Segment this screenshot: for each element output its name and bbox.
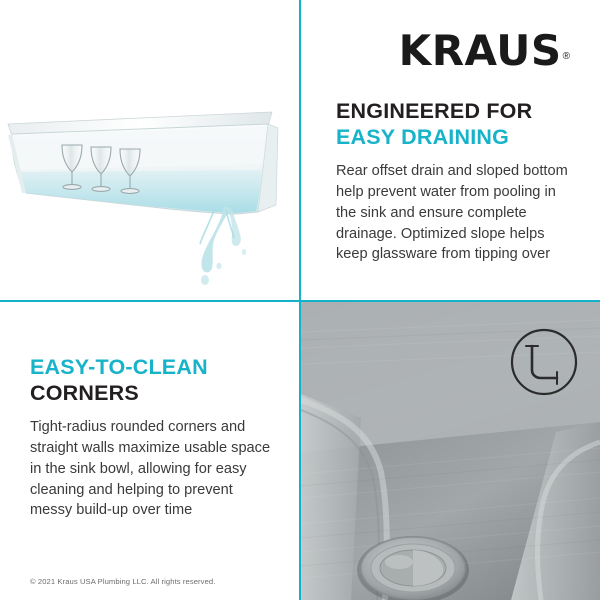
sink-cutaway-svg	[0, 0, 300, 300]
engineered-for-easy-draining-panel	[300, 0, 600, 300]
easy-to-clean-corners-panel	[0, 302, 300, 600]
brand-name: KRAUS	[398, 26, 562, 75]
kraus-logo	[336, 20, 576, 75]
panel-body-text-2: Tight-radius rounded corners and straight walls maximize usable space in the sink bowl, allowing for easy cleaning and helping to prevent messy build-up over time	[30, 419, 271, 519]
panel-headline	[336, 98, 576, 150]
sink-interior-svg	[301, 302, 600, 600]
headline2-line-1: EASY-TO-CLEAN	[30, 355, 208, 379]
registered-trademark-icon: ®	[562, 50, 570, 62]
copyright-notice: © 2021 Kraus USA Plumbing LLC. All rights reserved.	[30, 577, 216, 586]
panel-body-text: Rear offset drain and sloped bottom help prevent water from pooling in the sink and ensure complete drainage. Optimized slope helps keep glassware from tipping over	[336, 163, 568, 263]
divider-vertical-top	[299, 0, 301, 300]
headline-line-2: EASY DRAINING	[336, 125, 510, 150]
sink-cutaway-illustration	[0, 0, 300, 300]
sink-interior-photo	[301, 302, 600, 600]
headline-line-1: ENGINEERED FOR	[336, 99, 533, 123]
panel-headline-2	[30, 354, 274, 406]
headline2-line-2: CORNERS	[30, 381, 139, 406]
